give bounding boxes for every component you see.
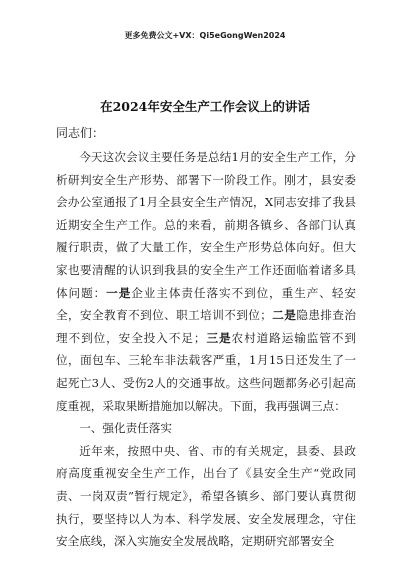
para1-text-d: 隐患排查治理不到位，安全投入不足； [56,308,356,345]
paragraph-1 [56,146,356,417]
para1-text-c: 企业主体责任落实不到位，重生产、轻安全，安全教育不到位、职工培训不到位； [56,285,356,323]
page-header: 更多免费公文+VX：Qi5eGongWen2024 [124,31,286,40]
para1-text-e: 农村道路运输监管不到位，面包车、三轮车非法载客严重，1月15日还发生了一起死亡3人、受伤2人的交通事故。这些问题都务必引起高度重视，采取果断措施加以解决。下面，我再强调三点： [56,330,356,413]
section-heading-1: 一、强化责任落实 [79,421,172,436]
para1-text-a: 今天这次会议主要任务是总结1月的安全生产工作，分析研判安全生产形势、部署下一阶段工作。刚才，县安委会办公室通报了1月全县安全生产情况，X同志安排了我县近期安全生产工作。总的来看，前期各镇乡、各部门认真履行职责，做了大量工作，安全生产形势总体向好。但大家也要清醒的认识到我县的安全生产工作还面临着诸多具体问题： [56,150,356,300]
document-title: 在2024年安全生产工作会议上的讲话 [100,99,310,114]
paragraph-2: 近年来，按照中央、省、市的有关规定，县委、县政府高度重视安全生产工作，出台了《县安全生产“党政同责、一岗双责”暂行规定》，希望各镇乡、部门要认真贯彻执行，要坚持以人为本、科学发展、安全发展理念，守住安全底线，深入实施安全发展战略，定期研究部署安全 [56,443,356,549]
point-2-marker: 二是 [271,308,297,323]
salutation: 同志们： [56,126,105,140]
point-3-marker: 三是 [205,330,232,345]
point-1-marker: 一是 [106,285,132,300]
document-body [56,146,356,553]
